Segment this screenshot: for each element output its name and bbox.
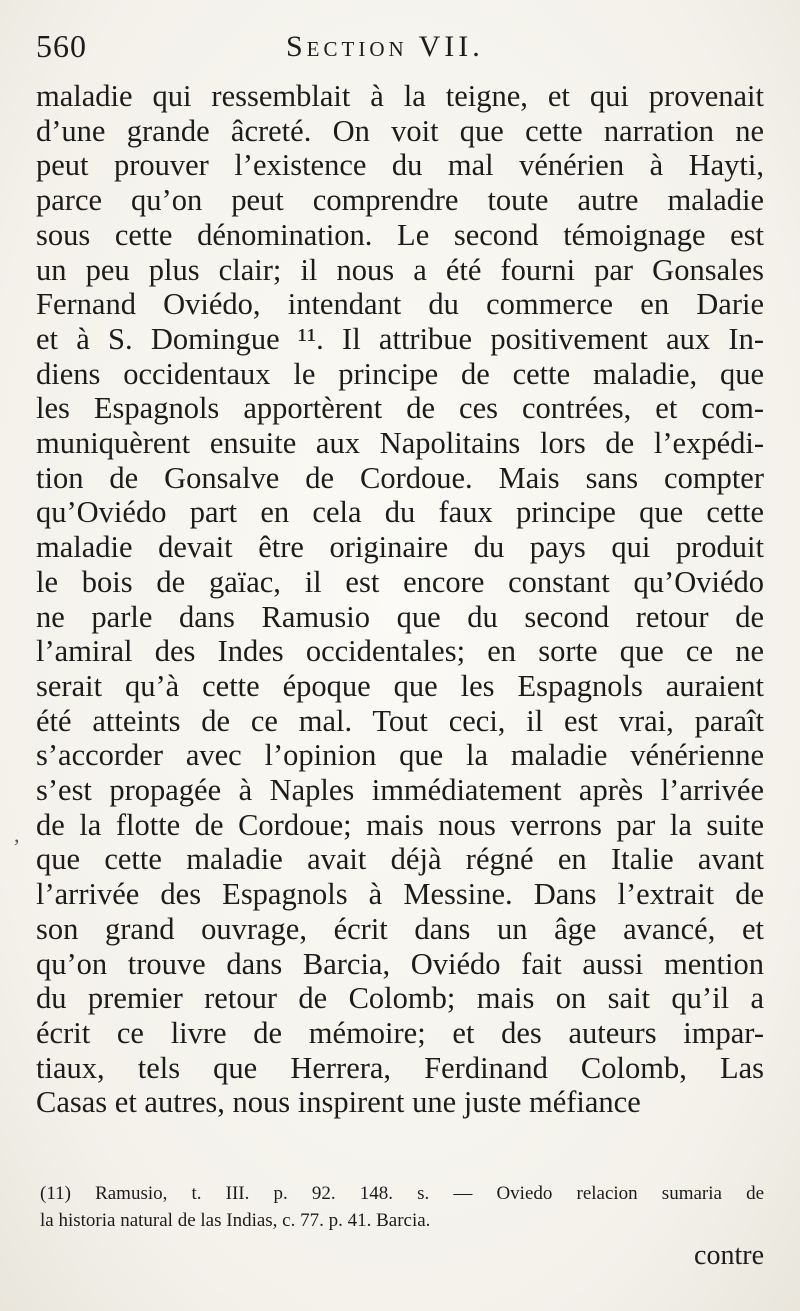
- text-line: du premier retour de Colomb; mais on sait qu’il a: [36, 981, 764, 1016]
- text-line: qu’on trouve dans Barcia, Oviédo fait aussi mention: [36, 946, 764, 981]
- text-line: d’une grande âcreté. On voit que cette narration ne: [36, 113, 764, 148]
- text-line: l’amiral des Indes occidentales; en sorte que ce ne: [36, 634, 764, 669]
- text-line: de la flotte de Cordoue; mais nous verrons par la suite: [36, 807, 764, 842]
- text-line: ne parle dans Ramusio que du second retour de: [36, 599, 764, 634]
- footnote-line: (11) Ramusio, t. III. p. 92. 148. s. — Oviedo relacion sumaria de: [40, 1183, 764, 1204]
- text-line: tion de Gonsalve de Cordoue. Mais sans compter: [36, 460, 764, 495]
- text-line: muniquèrent ensuite aux Napolitains lors de l’expédi-: [36, 426, 764, 461]
- text-line: les Espagnols apportèrent de ces contrées, et com-: [36, 391, 764, 426]
- text-line: maladie devait être originaire du pays qui produit: [36, 530, 764, 565]
- text-line: été atteints de ce mal. Tout ceci, il est vrai, paraît: [36, 703, 764, 738]
- text-line: Casas et autres, nous inspirent une juste méfiance: [36, 1085, 641, 1120]
- catchword: contre: [694, 1240, 764, 1271]
- text-line: sous cette dénomination. Le second témoignage est: [36, 217, 764, 252]
- text-line: serait qu’à cette époque que les Espagnols auraient: [36, 668, 764, 703]
- text-line: peut prouver l’existence du mal vénérien à Hayti,: [36, 148, 764, 183]
- text-line: maladie qui ressemblait à la teigne, et qui provenait: [36, 79, 764, 113]
- text-line: son grand ouvrage, écrit dans un âge avancé, et: [36, 911, 764, 946]
- margin-mark: ,: [14, 822, 20, 847]
- text-line: Fernand Oviédo, intendant du commerce en Darie: [36, 287, 764, 322]
- body-text: [36, 79, 764, 1120]
- page-number: 560: [36, 28, 87, 64]
- text-line: s’est propagée à Naples immédiatement après l’arrivée: [36, 773, 764, 808]
- text-line: un peu plus clair; il nous a été fourni par Gonsales: [36, 252, 764, 287]
- text-line: le bois de gaïac, il est encore constant qu’Oviédo: [36, 564, 764, 599]
- footnote: [40, 1180, 764, 1234]
- text-line: l’arrivée des Espagnols à Messine. Dans l’extrait de: [36, 877, 764, 912]
- text-line: écrit ce livre de mémoire; et des auteurs impar-: [36, 1015, 764, 1050]
- text-line: diens occidentaux le principe de cette maladie, que: [36, 356, 764, 391]
- text-line: tiaux, tels que Herrera, Ferdinand Colomb, Las: [36, 1050, 764, 1085]
- running-head: Section VII.: [286, 30, 484, 63]
- text-line: qu’Oviédo part en cela du faux principe que cette: [36, 495, 764, 530]
- text-line: s’accorder avec l’opinion que la maladie vénérienne: [36, 738, 764, 773]
- page-header: [36, 28, 760, 72]
- text-line: que cette maladie avait déjà régné en Italie avant: [36, 842, 764, 877]
- text-line: parce qu’on peut comprendre toute autre maladie: [36, 183, 764, 218]
- text-line: et à S. Domingue ¹¹. Il attribue positivement aux In-: [36, 321, 764, 356]
- footnote-line: la historia natural de las Indias, c. 77. p. 41. Barcia.: [40, 1210, 431, 1231]
